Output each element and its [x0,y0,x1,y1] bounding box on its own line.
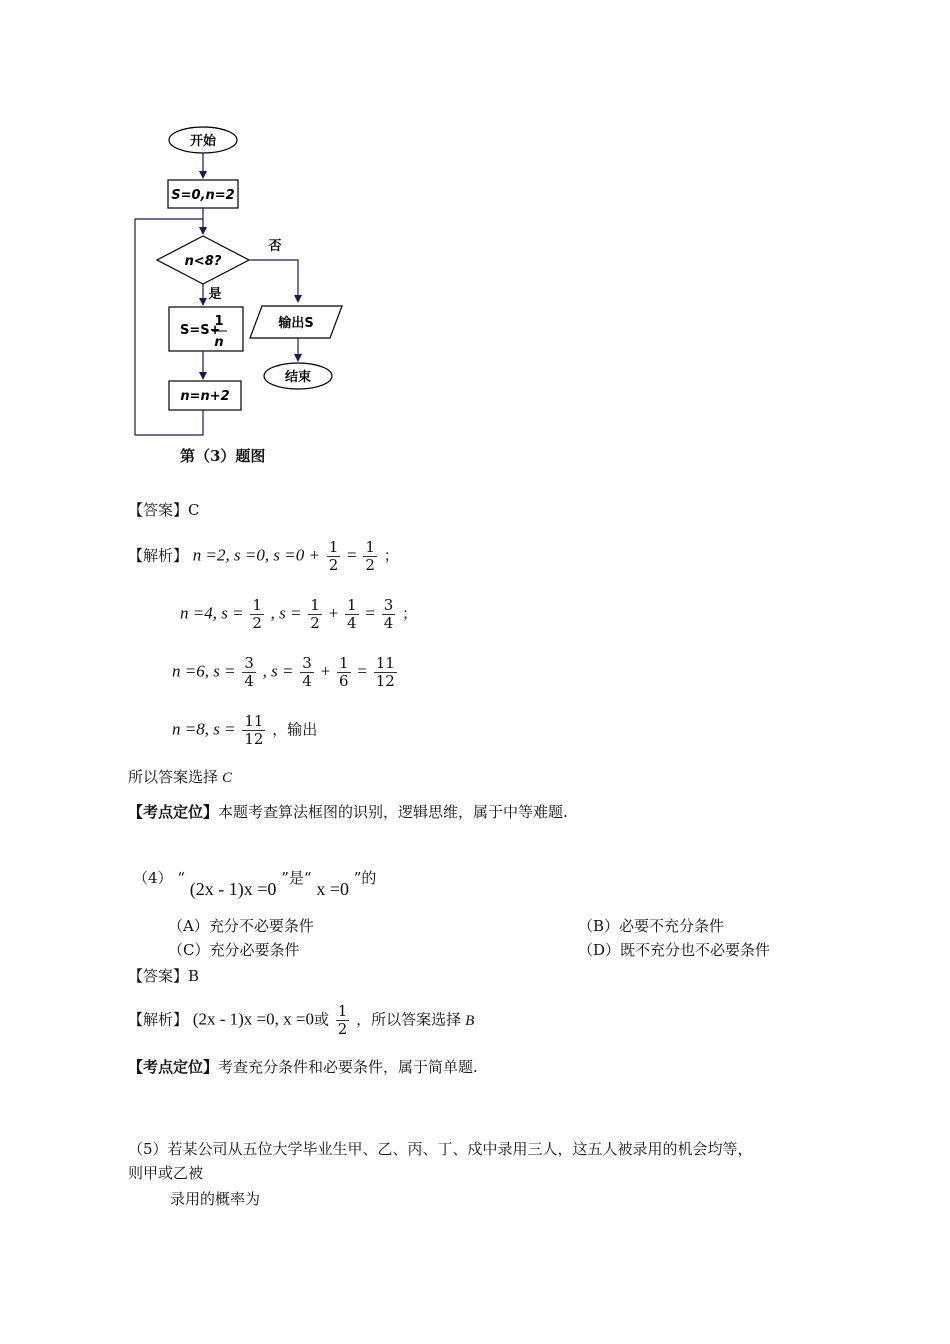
q4-answer-line [128,967,199,985]
conclusion-text: 所以答案选择 [128,768,219,786]
q5-line-1: （5）若某公司从五位大学毕业生甲、乙、丙、丁、戍中录用三人，这五人被录用的机会均等， [128,1140,753,1158]
q4-option-c: （C）充分必要条件 [168,941,300,959]
start-label: 开始 [189,134,217,149]
fraction: $\frac{1}{2}$ [328,538,339,574]
math-op: = [347,545,357,565]
math-expr: n =4, s = [180,603,244,623]
fraction: $\frac{11}{12}$ [244,712,264,748]
kaodian-text: 本题考查算法框图的识别，逻辑思维，属于中等难题. [218,803,568,821]
math-expr: , s = [262,661,294,681]
or-text: 或 [313,1010,329,1029]
math-expr: n =8, s = [172,719,236,739]
q4-expr2: x =0 [316,879,349,899]
kaodian-text: 考查充分条件和必要条件，属于简单题. [218,1058,478,1076]
fraction: $\frac{1}{6}$ [339,654,349,690]
end-label: 结束 [284,370,312,385]
q3-conclusion [128,768,232,787]
q3-kaodian [128,803,568,821]
q4-option-d: （D）既不充分也不必要条件 [578,941,771,959]
math-op: = [357,661,367,681]
answer-value: C [188,501,200,519]
q3-analysis-line-3 [172,655,399,690]
math-expr: n =6, s = [172,661,236,681]
math-op: + [328,603,339,623]
no-label: 否 [268,239,282,254]
punct: ； [383,546,399,565]
fraction: $\frac{1}{2}$ [365,538,375,574]
update-s-denominator: n [214,335,224,350]
analysis-tag: 【解析】 [128,1010,189,1029]
conclusion-letter: C [222,770,233,786]
math-expr: , s = [270,603,302,623]
analysis-tag: 【解析】 [128,546,189,565]
quote-mid: ”是“ [281,869,312,887]
fraction: $\frac{11}{12}$ [375,654,395,690]
q4-option-a: （A）充分不必要条件 [168,917,314,935]
math-op: + [320,661,331,681]
figure-caption: 第（3）题图 [180,447,266,465]
q4-number: （4） [133,869,173,887]
no-branch-line [249,260,298,302]
analysis-letter: B [465,1012,475,1029]
quote-close: ”的 [353,869,377,887]
increment-label: n=n+2 [180,389,230,404]
fraction: $\frac{3}{4}$ [302,654,312,690]
fraction: $\frac{3}{4}$ [244,654,254,690]
q3-analysis-line-2 [180,597,417,632]
condition-label: n<8? [184,254,222,269]
fraction: $\frac{1}{2}$ [252,596,262,632]
q5-line-3: 录用的概率为 [170,1190,261,1208]
analysis-tail: ，所以答案选择 [356,1010,462,1029]
q3-analysis-line-1 [128,539,399,574]
q4-expr1: (2x - 1)x =0 [189,879,277,899]
init-label: S=0,n=2 [171,188,235,203]
q4-option-b: （B）必要不充分条件 [578,917,725,935]
fraction: $\frac{1}{2}$ [310,596,320,632]
kaodian-tag: 【考点定位】 [128,803,219,821]
answer-tag: 【答案】 [128,501,189,519]
q4-stem [133,868,377,899]
yes-label: 是 [208,287,222,302]
update-s-numerator: 1 [214,314,224,329]
q5-line-2: 则甲或乙被 [128,1164,204,1182]
q3-answer-line [128,501,200,519]
quote-open: “ [177,869,185,887]
q4-kaodian [128,1058,478,1076]
output-text: ，输出 [272,720,318,739]
fraction: $\frac{1}{2}$ [337,1002,348,1038]
kaodian-tag: 【考点定位】 [128,1058,219,1076]
answer-tag: 【答案】 [128,967,189,985]
punct: ； [402,604,418,623]
answer-value: B [188,967,200,985]
fraction: $\frac{3}{4}$ [383,596,394,632]
q3-analysis-line-4 [172,713,317,748]
output-label: 输出S [278,316,314,331]
update-s-prefix: S=S+ [180,323,221,338]
fraction: $\frac{1}{4}$ [347,596,357,632]
math-op: = [365,603,375,623]
math-expr: (2x - 1)x =0, x =0 [192,1009,314,1029]
q4-analysis [128,1003,474,1038]
flowchart [0,0,400,480]
math-expr: n =2, s =0, s =0 + [192,545,320,565]
